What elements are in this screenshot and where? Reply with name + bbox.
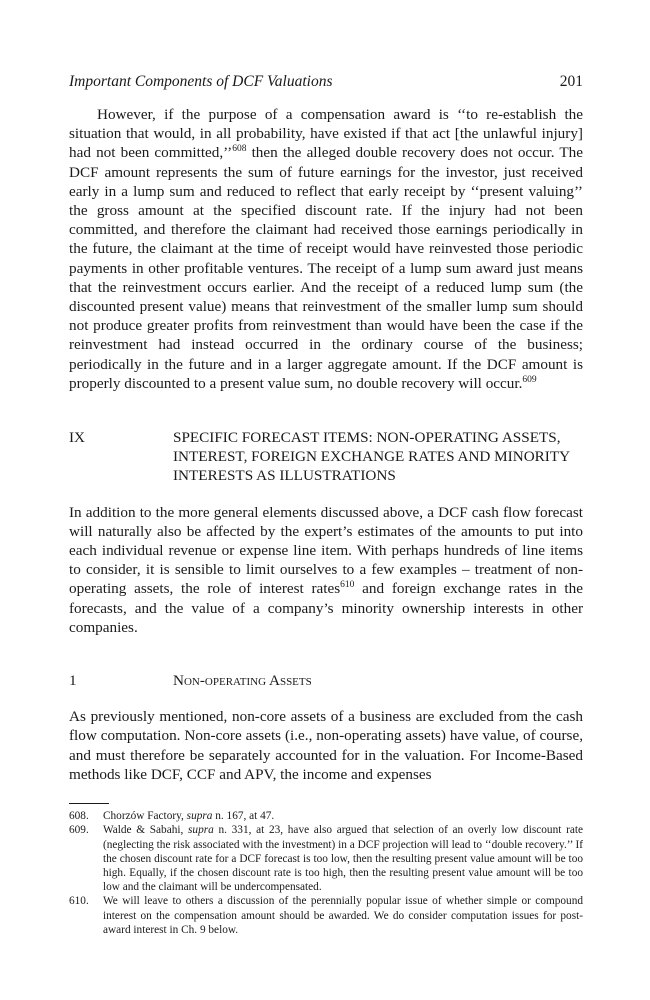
footnote-divider (69, 803, 109, 804)
footnote-text (103, 809, 583, 823)
paragraph-1-text-a: However, if the purpose of a compensation award is ‘‘to re-establish the situation that would, in all probability, have existed if that act [the unlawful injury] had not been committed,’’ (69, 106, 583, 162)
subsection-number: 1 (69, 672, 77, 690)
book-page (69, 73, 583, 937)
footnote-ref-610: 610 (340, 580, 355, 591)
footnote-italic: supra (186, 810, 213, 823)
footnote-ref-608: 608 (232, 144, 247, 155)
footnotes (69, 809, 583, 937)
running-header (69, 73, 583, 97)
footnote-text (103, 823, 583, 894)
footnote-number: 610. (69, 895, 89, 908)
subsection-heading-1 (69, 671, 583, 690)
footnote-text-b: n. 167, at 47. (212, 810, 275, 823)
subsection-title: Non-operating Assets (173, 672, 312, 690)
footnote-text-b: n. 331, at 23, have also argued that selection of an overly low discount rate (neglecting the risk associated with the investment) in a DCF projection will lead to ‘‘double recovery.’’ If the chosen discount rate for a DCF forecast is too low, then the resulting present value amount will be too high. Equally, if the chosen discount rate is too high, then the resulting present value amount will be too low and the claimant will be undercompensated. (103, 824, 583, 894)
body-paragraph-3: As previously mentioned, non-core assets of a business are excluded from the cash flow computation. Non-core assets (i.e., non-operating assets) have value, of course, and must therefore be separately accounted for in the valuation. For Income-Based methods like DCF, CCF and APV, the income and expenses (69, 708, 583, 783)
body-paragraph-2 (69, 503, 583, 637)
page-number: 201 (559, 73, 583, 90)
paragraph-1-text-b: then the alleged double recovery does not occur. The DCF amount represents the sum of future earnings for the investor, just received early in a lump sum and reduced to reflect that early receipt by ‘‘present valuing’’ the gross amount at the specified discount rate. If the injury had not been committed, and therefore the claimant had received those earnings periodically in the future, the claimant at the time of receipt would have reinvested those periodic payments in other profitable ventures. The receipt of a lump sum award just means that the reinvestment occurs earlier. And the receipt of a reduced lump sum (the discounted present value) means that reinvestment of the smaller lump sum should not produce greater profits from reinvestment than would have been the case if the reinvestment had instead occurred in the ordinary course of the business; periodically in the future and in a larger aggregate amount. If the DCF amount is properly discounted to a present value sum, no double recovery will occur. (69, 144, 584, 392)
paragraph-2-text-a: In addition to the more general elements discussed above, a DCF cash flow forecast will naturally also be affected by the expert’s estimates of the amounts to put into each individual revenue or expense line item. With perhaps hundreds of line items to consider, it is sensible to limit ourselves to a few examples – treatment of non-operating assets, the role of interest rates (69, 503, 583, 598)
footnote-number: 609. (69, 824, 89, 837)
section-heading-ix (69, 428, 583, 486)
footnote-608 (69, 809, 583, 823)
footnote-text: We will leave to others a discussion of the perennially popular issue of whether simple or compound interest on the compensation amount should be awarded. We do consider computation issues for post-award interest in Ch. 9 below. (103, 895, 583, 936)
paragraph-2-text-b: and foreign exchange rates in the forecasts, and the value of a company’s minority ownership interests in other companies. (69, 580, 583, 636)
footnote-ref-609: 609 (522, 374, 537, 385)
footnote-italic: supra (188, 824, 214, 837)
body-paragraph-1 (69, 105, 583, 393)
footnote-609 (69, 823, 583, 894)
footnote-text-a: Walde & Sabahi, (103, 824, 189, 837)
footnote-text-a: Chorzów Factory, (103, 810, 187, 823)
section-title: SPECIFIC FORECAST ITEMS: NON-OPERATING ASSETS, INTEREST, FOREIGN EXCHANGE RATES AND MINORITY INTERESTS AS ILLUSTRATIONS (173, 429, 570, 485)
running-title: Important Components of DCF Valuations (69, 73, 333, 90)
footnote-number: 608. (69, 810, 89, 823)
footnote-610 (69, 894, 583, 937)
section-number: IX (69, 429, 86, 447)
